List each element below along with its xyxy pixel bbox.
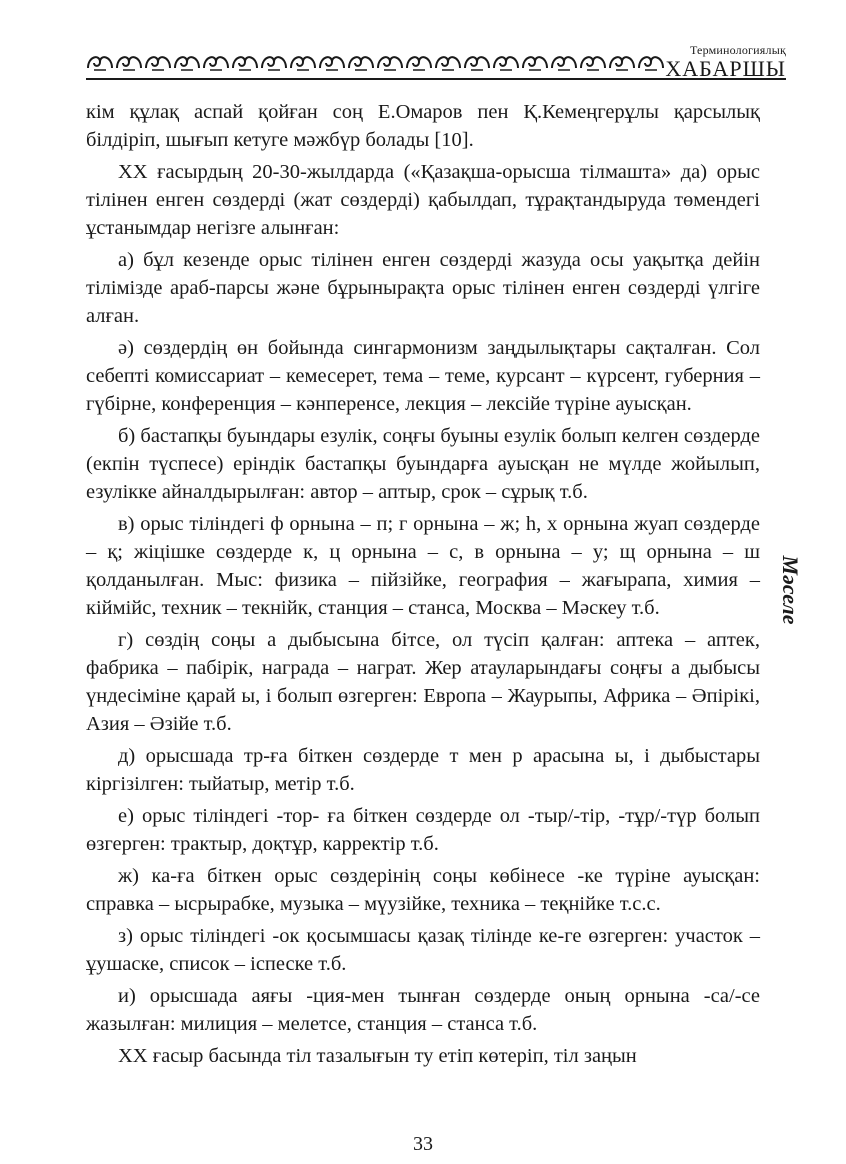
paragraph: XX ғасырдың 20-30-жылдарда («Қазақша-орысша тілмашта» да) орыс тілінен енген сөздерді (жат сөздерді) қабылдап, тұрақтандыруда төмендегі ұстанымдар негізге алынған: [86, 161, 760, 239]
ornament-motif [349, 57, 373, 70]
paragraph: и) орысшада аяғы -ция-мен тынған сөздерде оның орнына -са/-се жазылған: милиция – мелетсе, станция – станса т.б. [86, 985, 760, 1035]
page-header [86, 40, 786, 84]
section-label-text: Мәселе [778, 555, 803, 625]
ornament-motif [88, 57, 112, 70]
ornament-motif [523, 57, 547, 70]
section-label [770, 546, 810, 634]
ornament-border [86, 48, 666, 74]
paragraph: ж) ка-ға біткен орыс сөздерінің соңы көбінесе -ке түріне ауысқан: справка – ысрырабке, музыка – мүузійке, техника – теқнійке т.с.с. [86, 865, 760, 915]
ornament-motif [233, 57, 257, 70]
ornament-motif [552, 57, 576, 70]
journal-name: ХАБАРШЫ [665, 56, 786, 81]
ornament-motif [175, 57, 199, 70]
paragraph: д) орысшада тр-ға біткен сөздерде т мен р арасына ы, і дыбыстары кіргізілген: тыйатыр, метір т.б. [86, 745, 760, 795]
ornament-motif [117, 57, 141, 70]
header-rule [86, 78, 786, 80]
paragraph: ә) сөздердің өн бойында сингармонизм заңдылықтары сақталған. Сол себепті комиссариат – кемесерет, тема – теме, курсант – күрсент, губерния – гүбірне, конференция – кәнперенсе, лекция – лексійе түріне ауысқан. [86, 337, 760, 415]
ornament-motif [639, 57, 663, 70]
ornament-motif [494, 57, 518, 70]
paragraph: е) орыс тіліндегі -тор- ға біткен сөздерде ол -тыр/-тір, -тұр/-түр болып өзгерген: трактыр, доқтұр, карректір т.б. [86, 805, 760, 855]
ornament-motif [291, 57, 315, 70]
ornament-motif [378, 57, 402, 70]
journal-subtitle: Терминологиялық [689, 43, 786, 57]
ornament-motif [581, 57, 605, 70]
ornament-motif [146, 57, 170, 70]
ornament-motif [610, 57, 634, 70]
page-number: 33 [413, 1133, 433, 1155]
ornament-motif [465, 57, 489, 70]
ornament-motif [407, 57, 431, 70]
paragraph: кім құлақ аспай қойған соң Е.Омаров пен Қ.Кемеңгерұлы қарсылық білдіріп, шығып кетуге мәжбүр болады [10]. [86, 101, 760, 151]
paragraph: в) орыс тіліндегі ф орнына – п; г орнына – ж; h, х орнына жуап сөздерде – қ; жіцішке сөздерде к, ц орнына – с, в орнына – у; щ орнына – ш қолданылған. Мыс: физика – пійзійке, география – жағырапа, химия – кіймійс, техник – текнійк, станция – станса, Москва – Мәскеу т.б. [86, 513, 760, 619]
paragraph: з) орыс тіліндегі -ок қосымшасы қазақ тілінде ке-ге өзгерген: участок – ұушаске, список – іспеске т.б. [86, 925, 760, 975]
ornament-motif [204, 57, 228, 70]
article-body [86, 98, 760, 1074]
paragraph: г) сөздің соңы а дыбысына бітсе, ол түсіп қалған: аптека – аптек, фабрика – пабірік, награда – награт. Жер атауларындағы соңғы а дыбысы үндесіміне қарай ы, і болып өзгерген: Европа – Жаурыпы, Африка – Әпірікі, Азия – Әзійе т.б. [86, 629, 760, 735]
paragraph: б) бастапқы буындары езулік, соңғы буыны езулік болып келген сөздерде (екпін түспесе) еріндік бастапқы буындарға ауысқан не мүлде жойылып, езулікке айналдырылған: автор – аптыр, срок – сұрық т.б. [86, 425, 760, 503]
ornament-motif [436, 57, 460, 70]
journal-title [665, 44, 786, 81]
paragraph: а) бұл кезенде орыс тілінен енген сөздерді жазуда осы уақытқа дейін тілімізде араб-парсы және бұрынырақта орыс тілінен енген сөздерді үлгіге алған. [86, 249, 760, 327]
ornament-motif [320, 57, 344, 70]
paragraph: XX ғасыр басында тіл тазалығын ту етіп көтеріп, тіл заңын [118, 1045, 637, 1067]
ornament-motif [262, 57, 286, 70]
